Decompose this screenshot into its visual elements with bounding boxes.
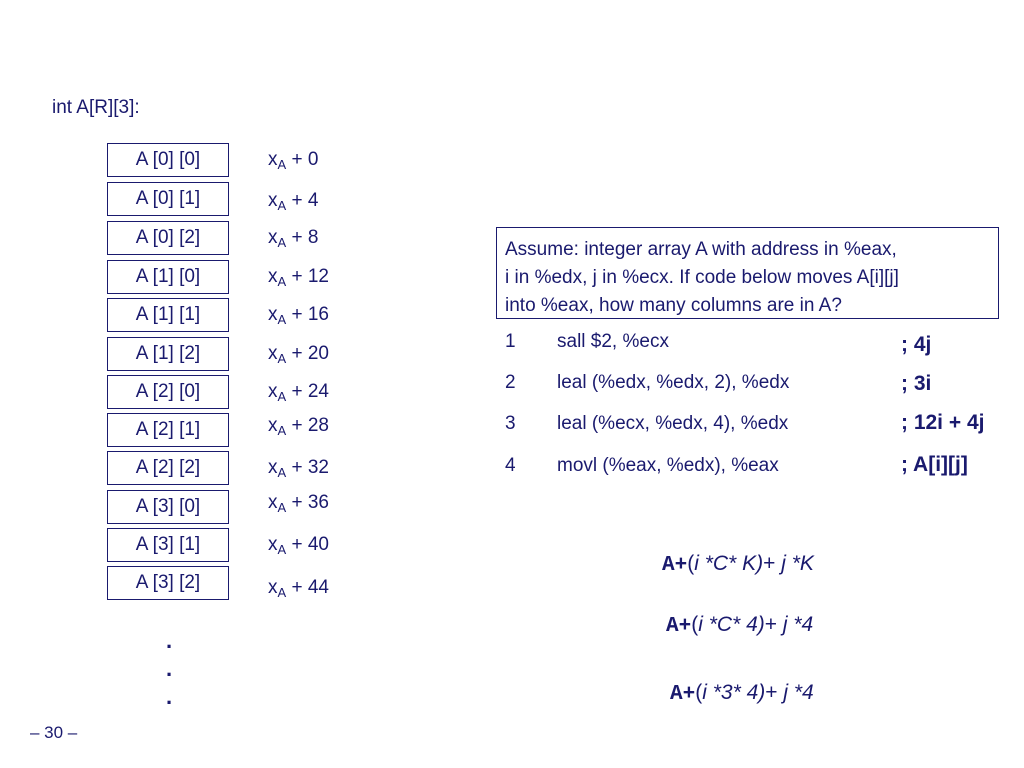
- instruction: movl (%eax, %edx), %eax: [557, 455, 779, 476]
- cell-address: $x_A + 28$: [268, 415, 329, 438]
- line-number: 3: [505, 413, 516, 434]
- question-line: i in %edx, j in %ecx. If code below moves A[i][j]: [505, 267, 899, 288]
- cell-address: $x_A + 16$: [268, 304, 329, 327]
- cell-address: $x_A + 4$: [268, 190, 319, 213]
- cell-address: $x_A + 12$: [268, 266, 329, 289]
- address-formula: A+(i *3* 4)+ j *4: [670, 681, 814, 706]
- cell-address: $x_A + 44$: [268, 577, 329, 600]
- cell-address: $x_A + 20$: [268, 343, 329, 366]
- question-box: [496, 227, 999, 319]
- array-cell: A [0] [0]: [107, 143, 229, 177]
- array-cell: A [3] [2]: [107, 566, 229, 600]
- array-cell: A [1] [1]: [107, 298, 229, 332]
- line-number: 4: [505, 455, 516, 476]
- array-cell: A [2] [2]: [107, 451, 229, 485]
- instruction: sall $2, %ecx: [557, 331, 669, 352]
- array-cell: A [3] [1]: [107, 528, 229, 562]
- array-cell: A [2] [1]: [107, 413, 229, 447]
- ellipsis-dot: .: [166, 656, 173, 681]
- cell-address: $x_A + 24$: [268, 381, 329, 404]
- instruction-comment: ; A[i][j]: [901, 453, 968, 476]
- ellipsis-dot: .: [166, 684, 173, 709]
- cell-address: $x_A + 40$: [268, 534, 329, 557]
- cell-address: $x_A + 0$: [268, 149, 319, 172]
- array-declaration: int A[R][3]:: [52, 97, 140, 118]
- instruction-comment: ; 3i: [901, 372, 932, 395]
- address-formula: A+(i *C* K)+ j *K: [662, 552, 814, 577]
- instruction-comment: ; 12i + 4j: [901, 411, 985, 434]
- line-number: 2: [505, 372, 516, 393]
- question-line: Assume: integer array A with address in %eax,: [505, 239, 897, 260]
- line-number: 1: [505, 331, 516, 352]
- array-cell: A [1] [0]: [107, 260, 229, 294]
- instruction-comment: ; 4j: [901, 333, 932, 356]
- page-number: – 30 –: [30, 723, 78, 742]
- cell-address: $x_A + 8$: [268, 227, 319, 250]
- array-cell: A [1] [2]: [107, 337, 229, 371]
- cell-address: $x_A + 36$: [268, 492, 329, 515]
- instruction: leal (%ecx, %edx, 4), %edx: [557, 413, 789, 434]
- array-cell: A [0] [1]: [107, 182, 229, 216]
- array-cell: A [3] [0]: [107, 490, 229, 524]
- address-formula: A+(i *C* 4)+ j *4: [666, 613, 814, 638]
- cell-address: $x_A + 32$: [268, 457, 329, 480]
- array-cell: A [0] [2]: [107, 221, 229, 255]
- ellipsis-dot: .: [166, 628, 173, 653]
- question-line: into %eax, how many columns are in A?: [505, 295, 842, 316]
- instruction: leal (%edx, %edx, 2), %edx: [557, 372, 790, 393]
- array-cell: A [2] [0]: [107, 375, 229, 409]
